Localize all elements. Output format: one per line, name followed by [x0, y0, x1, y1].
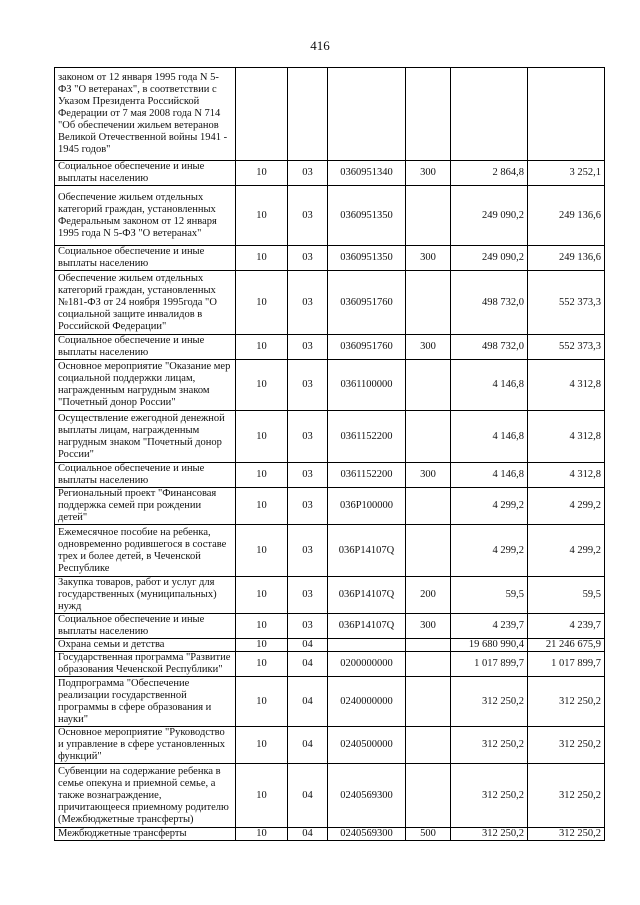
- section-code: 10: [236, 577, 288, 614]
- expense-type-code: 300: [406, 335, 451, 360]
- row-name: Обеспечение жильем отдельных категорий граждан, установленных Федеральным законом от 12 января 1995 года N 5-ФЗ "О ветеранах": [55, 186, 236, 246]
- subsection-code: 04: [288, 652, 328, 677]
- table-row: [55, 577, 605, 614]
- amount-year-2: 4 299,2: [528, 488, 605, 525]
- row-name: Подпрограмма "Обеспечение реализации государственной программы в сфере образования и науки": [55, 677, 236, 727]
- expense-type-code: [406, 186, 451, 246]
- row-name: Осуществление ежегодной денежной выплаты лицам, награжденным нагрудным знаком "Почетный донор России": [55, 411, 236, 463]
- table-row: [55, 411, 605, 463]
- amount-year-1: [451, 68, 528, 161]
- article-code: 0361152200: [328, 463, 406, 488]
- expense-type-code: [406, 652, 451, 677]
- article-code: 0240569300: [328, 828, 406, 841]
- row-name: Основное мероприятие "Руководство и управление в сфере установленных функций": [55, 727, 236, 764]
- expense-type-code: [406, 68, 451, 161]
- amount-year-2: 552 373,3: [528, 335, 605, 360]
- expense-type-code: [406, 639, 451, 652]
- subsection-code: 03: [288, 360, 328, 411]
- expense-type-code: [406, 764, 451, 828]
- amount-year-2: 59,5: [528, 577, 605, 614]
- table-row: [55, 335, 605, 360]
- section-code: 10: [236, 271, 288, 335]
- expense-type-code: [406, 411, 451, 463]
- amount-year-1: 249 090,2: [451, 246, 528, 271]
- expense-type-code: [406, 727, 451, 764]
- amount-year-2: 312 250,2: [528, 677, 605, 727]
- table-row: [55, 463, 605, 488]
- section-code: 10: [236, 246, 288, 271]
- row-name: законом от 12 января 1995 года N 5-ФЗ "О ветеранах", в соответствии с Указом Президента Российской Федерации от 7 мая 2008 года N 714 "Об обеспечении жильем ветеранов Великой Отечественной войны 1941 - 1945 годов": [55, 68, 236, 161]
- amount-year-1: 59,5: [451, 577, 528, 614]
- amount-year-1: 4 146,8: [451, 463, 528, 488]
- subsection-code: [288, 68, 328, 161]
- expense-type-code: 200: [406, 577, 451, 614]
- table-row: [55, 186, 605, 246]
- table-row: [55, 488, 605, 525]
- amount-year-2: 249 136,6: [528, 246, 605, 271]
- article-code: 036P14107Q: [328, 614, 406, 639]
- amount-year-2: 249 136,6: [528, 186, 605, 246]
- amount-year-2: [528, 68, 605, 161]
- amount-year-1: 312 250,2: [451, 677, 528, 727]
- article-code: 036P100000: [328, 488, 406, 525]
- article-code: 0240500000: [328, 727, 406, 764]
- article-code: 0200000000: [328, 652, 406, 677]
- section-code: 10: [236, 727, 288, 764]
- amount-year-1: 4 146,8: [451, 411, 528, 463]
- amount-year-1: 1 017 899,7: [451, 652, 528, 677]
- amount-year-2: 312 250,2: [528, 727, 605, 764]
- section-code: 10: [236, 828, 288, 841]
- subsection-code: 04: [288, 639, 328, 652]
- amount-year-1: 312 250,2: [451, 828, 528, 841]
- amount-year-2: 21 246 675,9: [528, 639, 605, 652]
- article-code: 036P14107Q: [328, 577, 406, 614]
- article-code: [328, 68, 406, 161]
- subsection-code: 03: [288, 161, 328, 186]
- table-row: [55, 727, 605, 764]
- row-name: Основное мероприятие "Оказание мер социальной поддержки лицам, награжденным нагрудным знаком "Почетный донор России": [55, 360, 236, 411]
- table-row: [55, 652, 605, 677]
- table-row: [55, 68, 605, 161]
- expense-type-code: 300: [406, 161, 451, 186]
- section-code: 10: [236, 161, 288, 186]
- expense-type-code: [406, 525, 451, 577]
- amount-year-1: 2 864,8: [451, 161, 528, 186]
- article-code: 0361100000: [328, 360, 406, 411]
- table-row: [55, 271, 605, 335]
- row-name: Охрана семьи и детства: [55, 639, 236, 652]
- expense-type-code: [406, 271, 451, 335]
- subsection-code: 03: [288, 577, 328, 614]
- amount-year-2: 1 017 899,7: [528, 652, 605, 677]
- article-code: 0240000000: [328, 677, 406, 727]
- expense-type-code: 300: [406, 246, 451, 271]
- row-name: Ежемесячное пособие на ребенка, одновременно родившегося в составе трех и более детей, в Чеченской Республике: [55, 525, 236, 577]
- table-row: [55, 828, 605, 841]
- amount-year-1: 312 250,2: [451, 727, 528, 764]
- table-row: [55, 639, 605, 652]
- expense-type-code: [406, 488, 451, 525]
- table-row: [55, 677, 605, 727]
- section-code: 10: [236, 614, 288, 639]
- article-code: 0360951760: [328, 271, 406, 335]
- amount-year-1: 498 732,0: [451, 271, 528, 335]
- amount-year-2: 4 299,2: [528, 525, 605, 577]
- row-name: Региональный проект "Финансовая поддержка семей при рождении детей": [55, 488, 236, 525]
- table-row: [55, 525, 605, 577]
- expense-type-code: 500: [406, 828, 451, 841]
- subsection-code: 03: [288, 411, 328, 463]
- table-row: [55, 614, 605, 639]
- amount-year-1: 249 090,2: [451, 186, 528, 246]
- table-row: [55, 246, 605, 271]
- row-name: Межбюджетные трансферты: [55, 828, 236, 841]
- row-name: Закупка товаров, работ и услуг для государственных (муниципальных) нужд: [55, 577, 236, 614]
- row-name: Социальное обеспечение и иные выплаты населению: [55, 161, 236, 186]
- subsection-code: 04: [288, 764, 328, 828]
- section-code: 10: [236, 677, 288, 727]
- table-body: [55, 68, 605, 841]
- section-code: 10: [236, 525, 288, 577]
- article-code: 0360951350: [328, 246, 406, 271]
- amount-year-1: 4 299,2: [451, 525, 528, 577]
- subsection-code: 03: [288, 271, 328, 335]
- row-name: Государственная программа "Развитие образования Чеченской Республики": [55, 652, 236, 677]
- article-code: 0361152200: [328, 411, 406, 463]
- article-code: 0360951760: [328, 335, 406, 360]
- table-row: [55, 764, 605, 828]
- section-code: 10: [236, 411, 288, 463]
- page-number: 416: [310, 38, 330, 53]
- row-name: Социальное обеспечение и иные выплаты населению: [55, 463, 236, 488]
- amount-year-1: 4 146,8: [451, 360, 528, 411]
- expense-type-code: [406, 360, 451, 411]
- row-name: Субвенции на содержание ребенка в семье опекуна и приемной семье, а также вознаграждение, причитающееся приемному родителю (Межбюджетные трансферты): [55, 764, 236, 828]
- article-code: 0240569300: [328, 764, 406, 828]
- amount-year-2: 312 250,2: [528, 764, 605, 828]
- amount-year-1: 4 299,2: [451, 488, 528, 525]
- article-code: [328, 639, 406, 652]
- section-code: 10: [236, 360, 288, 411]
- article-code: 0360951350: [328, 186, 406, 246]
- amount-year-2: 4 312,8: [528, 463, 605, 488]
- expense-type-code: 300: [406, 463, 451, 488]
- amount-year-1: 498 732,0: [451, 335, 528, 360]
- row-name: Социальное обеспечение и иные выплаты населению: [55, 614, 236, 639]
- subsection-code: 03: [288, 335, 328, 360]
- row-name: Социальное обеспечение и иные выплаты населению: [55, 335, 236, 360]
- section-code: 10: [236, 463, 288, 488]
- amount-year-2: 4 239,7: [528, 614, 605, 639]
- subsection-code: 03: [288, 614, 328, 639]
- subsection-code: 04: [288, 727, 328, 764]
- table-row: [55, 161, 605, 186]
- subsection-code: 03: [288, 525, 328, 577]
- subsection-code: 03: [288, 186, 328, 246]
- article-code: 036P14107Q: [328, 525, 406, 577]
- row-name: Социальное обеспечение и иные выплаты населению: [55, 246, 236, 271]
- section-code: 10: [236, 639, 288, 652]
- section-code: 10: [236, 186, 288, 246]
- subsection-code: 03: [288, 463, 328, 488]
- amount-year-2: 4 312,8: [528, 411, 605, 463]
- expense-type-code: 300: [406, 614, 451, 639]
- amount-year-1: 312 250,2: [451, 764, 528, 828]
- section-code: 10: [236, 335, 288, 360]
- amount-year-2: 312 250,2: [528, 828, 605, 841]
- section-code: 10: [236, 488, 288, 525]
- amount-year-2: 4 312,8: [528, 360, 605, 411]
- section-code: [236, 68, 288, 161]
- amount-year-1: 4 239,7: [451, 614, 528, 639]
- subsection-code: 04: [288, 828, 328, 841]
- row-name: Обеспечение жильем отдельных категорий граждан, установленных №181-ФЗ от 24 ноября 1995года "О социальной защите инвалидов в Российской Федерации": [55, 271, 236, 335]
- article-code: 0360951340: [328, 161, 406, 186]
- amount-year-1: 19 680 990,4: [451, 639, 528, 652]
- expense-type-code: [406, 677, 451, 727]
- subsection-code: 04: [288, 677, 328, 727]
- subsection-code: 03: [288, 488, 328, 525]
- subsection-code: 03: [288, 246, 328, 271]
- amount-year-2: 3 252,1: [528, 161, 605, 186]
- table-row: [55, 360, 605, 411]
- section-code: 10: [236, 764, 288, 828]
- budget-table: [54, 67, 605, 841]
- amount-year-2: 552 373,3: [528, 271, 605, 335]
- section-code: 10: [236, 652, 288, 677]
